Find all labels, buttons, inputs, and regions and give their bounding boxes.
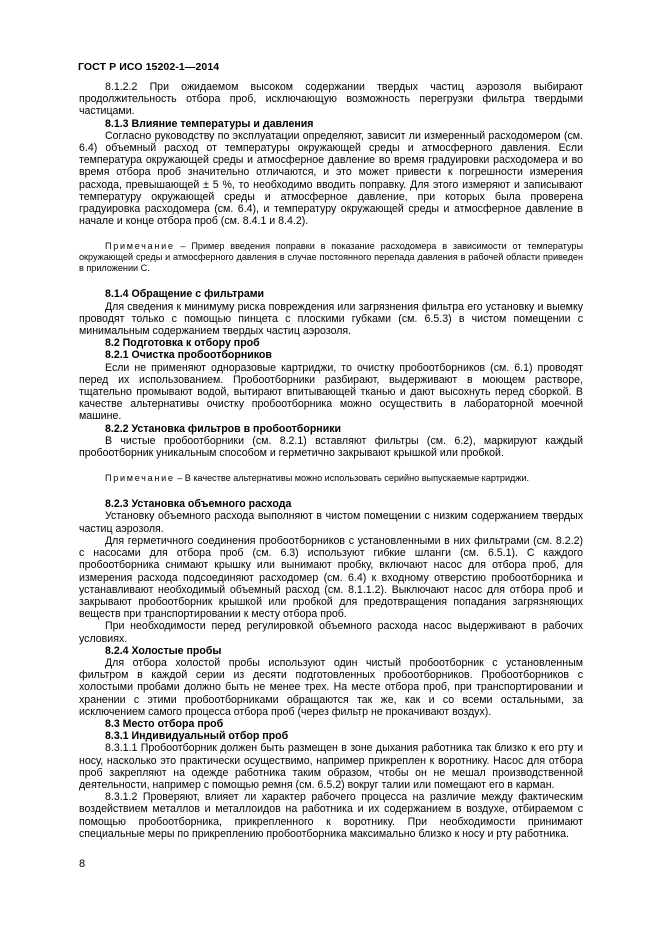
body-paragraph: 8.3.1.2 Проверяют, влияет ли характер рабочего процесса на различие между фактическим воздействием металлов и металлоидов на работника и их содержанием в воздухе, отбираемом с помощью пробоотборника, прикрепленного к воротнику. При необходимости принимают специальные меры по прикреплению пробоотборника максимально близко к носу и рту работника.	[79, 791, 583, 840]
body-paragraph: Согласно руководству по эксплуатации определяют, зависит ли измеренный расходомером (см. 6.4) объемный расход от температуры окружающей среды и атмосферного давления. Если температура окружающей среды и атмосферное давление во время градуировки расходомера и во время отбора проб значительно отличаются, и это может привести к погрешности измерения расхода, превышающей ± 5 %, то необходимо вводить поправку. Для этого измеряют и записывают температуру окружающей среды и атмосферное давление, при которых была проверена градуировка расходомера (см. 6.4), и температуру окружающей среды и атмосферное давление в начале и конце отбора проб (см. 8.4.1 и 8.4.2).	[79, 129, 583, 228]
body-paragraph: 8.1.2.2 При ожидаемом высоком содержании твердых частиц аэрозоля выбирают продолжительность отбора проб, исключающую возможность перегрузки фильтра твердыми частицами.	[79, 81, 583, 118]
body-paragraph: Для сведения к минимуму риска повреждения или загрязнения фильтра его установку и выемку проводят только с помощью пинцета с плоскими губками (см. 6.5.3) в чистом помещении с минимальным содержанием твердых частиц аэрозоля.	[79, 300, 583, 338]
body-paragraph: 8.3.1.1 Пробоотборник должен быть размещен в зоне дыхания работника так близко к его рту и носу, насколько это практически осуществимо, например прикреплен к воротнику. Насос для отбора проб закрепляют на одежде работника таким образом, чтобы он не мешал производственной деятельности, например с помощью ремня (см. 6.5.2) вокруг талии или помещают его в карман.	[79, 742, 583, 791]
body-paragraph: При необходимости перед регулировкой объемного расхода насос выдерживают в рабочих условиях.	[79, 620, 583, 645]
note-text: – Пример введения поправки в показание расходомера в зависимости от температуры окружающей среды и атмосферного давления в случае постоянного перепада давления в рабочей области приведен в приложении С.	[79, 241, 583, 274]
spacer	[79, 227, 583, 241]
section-heading: 8.2.4 Холостые пробы	[105, 644, 222, 657]
section-heading: 8.2.1 Очистка пробоотборников	[105, 349, 272, 362]
body-paragraph: Если не применяют одноразовые картриджи, то очистку пробоотборников (см. 6.1) проводят перед их использованием. Пробоотборники разбирают, выдерживают в моющем растворе, тщательно промывают водой, вытирают впитывающей тканью и дают высохнуть перед сборкой. В качестве альтернативы очистку пробоотборника можно осуществить в лабораторной моечной машине.	[79, 361, 583, 423]
body-paragraph: В чистые пробоотборники (см. 8.2.1) вставляют фильтры (см. 6.2), маркируют каждый пробоотборник уникальным способом и герметично закрывают крышкой или пробкой.	[79, 434, 583, 460]
spacer	[79, 484, 583, 498]
note-label: Примечание	[105, 473, 175, 484]
document-header: ГОСТ Р ИСО 15202-1—2014	[78, 61, 220, 73]
page-number: 8	[79, 858, 86, 870]
section-heading: 8.3 Место отбора проб	[105, 717, 224, 730]
note-paragraph	[79, 473, 583, 484]
section-heading: 8.2.3 Установка объемного расхода	[105, 498, 292, 511]
note-label: Примечание	[105, 241, 175, 252]
section-heading: 8.2.2 Установка фильтров в пробоотборники	[105, 422, 342, 435]
section-heading: 8.2 Подготовка к отбору проб	[105, 337, 260, 350]
body-paragraph: Установку объемного расхода выполняют в чистом помещении с низким содержанием твердых частиц аэрозоля.	[79, 510, 583, 535]
section-heading: 8.1.3 Влияние температуры и давления	[105, 117, 314, 130]
section-heading: 8.3.1 Индивидуальный отбор проб	[105, 730, 289, 743]
document-body	[79, 81, 583, 840]
section-heading: 8.1.4 Обращение с фильтрами	[105, 288, 265, 301]
body-paragraph: Для герметичного соединения пробоотборников с установленными в них фильтрами (см. 8.2.2) с насосами для отбора проб (см. 6.3) используют гибкие шланги (см. 6.5.1). С каждого пробоотборника снимают крышку или вынимают пробку, включают насос для отбора проб, для измерения расхода подсоединяют расходомер (см. 6.4) к входному отверстию пробоотборника и устанавливают необходимый объемный расход (см. 8.1.1.2). Выключают насос для отбора проб и закрывают пробоотборник крышкой или пробкой для предотвращения попадания загрязняющих веществ при транспортировании к месту отбора проб.	[79, 534, 583, 621]
note-text: – В качестве альтернативы можно использовать серийно выпускаемые картриджи.	[174, 473, 530, 484]
spacer	[79, 459, 583, 473]
body-paragraph: Для отбора холостой пробы используют один чистый пробоотборник с установленным фильтром в каждой серии из десяти подготовленных пробоотборников. Пробоотборников с холостыми пробами должно быть не менее трех. На месте отбора проб, при транспортировании и хранении с этими пробоотборниками обращаются так же, как и со всеми остальными, за исключением самого процесса отбора проб (через фильтр не прокачивают воздух).	[79, 656, 583, 718]
note-paragraph	[79, 241, 583, 274]
spacer	[79, 274, 583, 288]
